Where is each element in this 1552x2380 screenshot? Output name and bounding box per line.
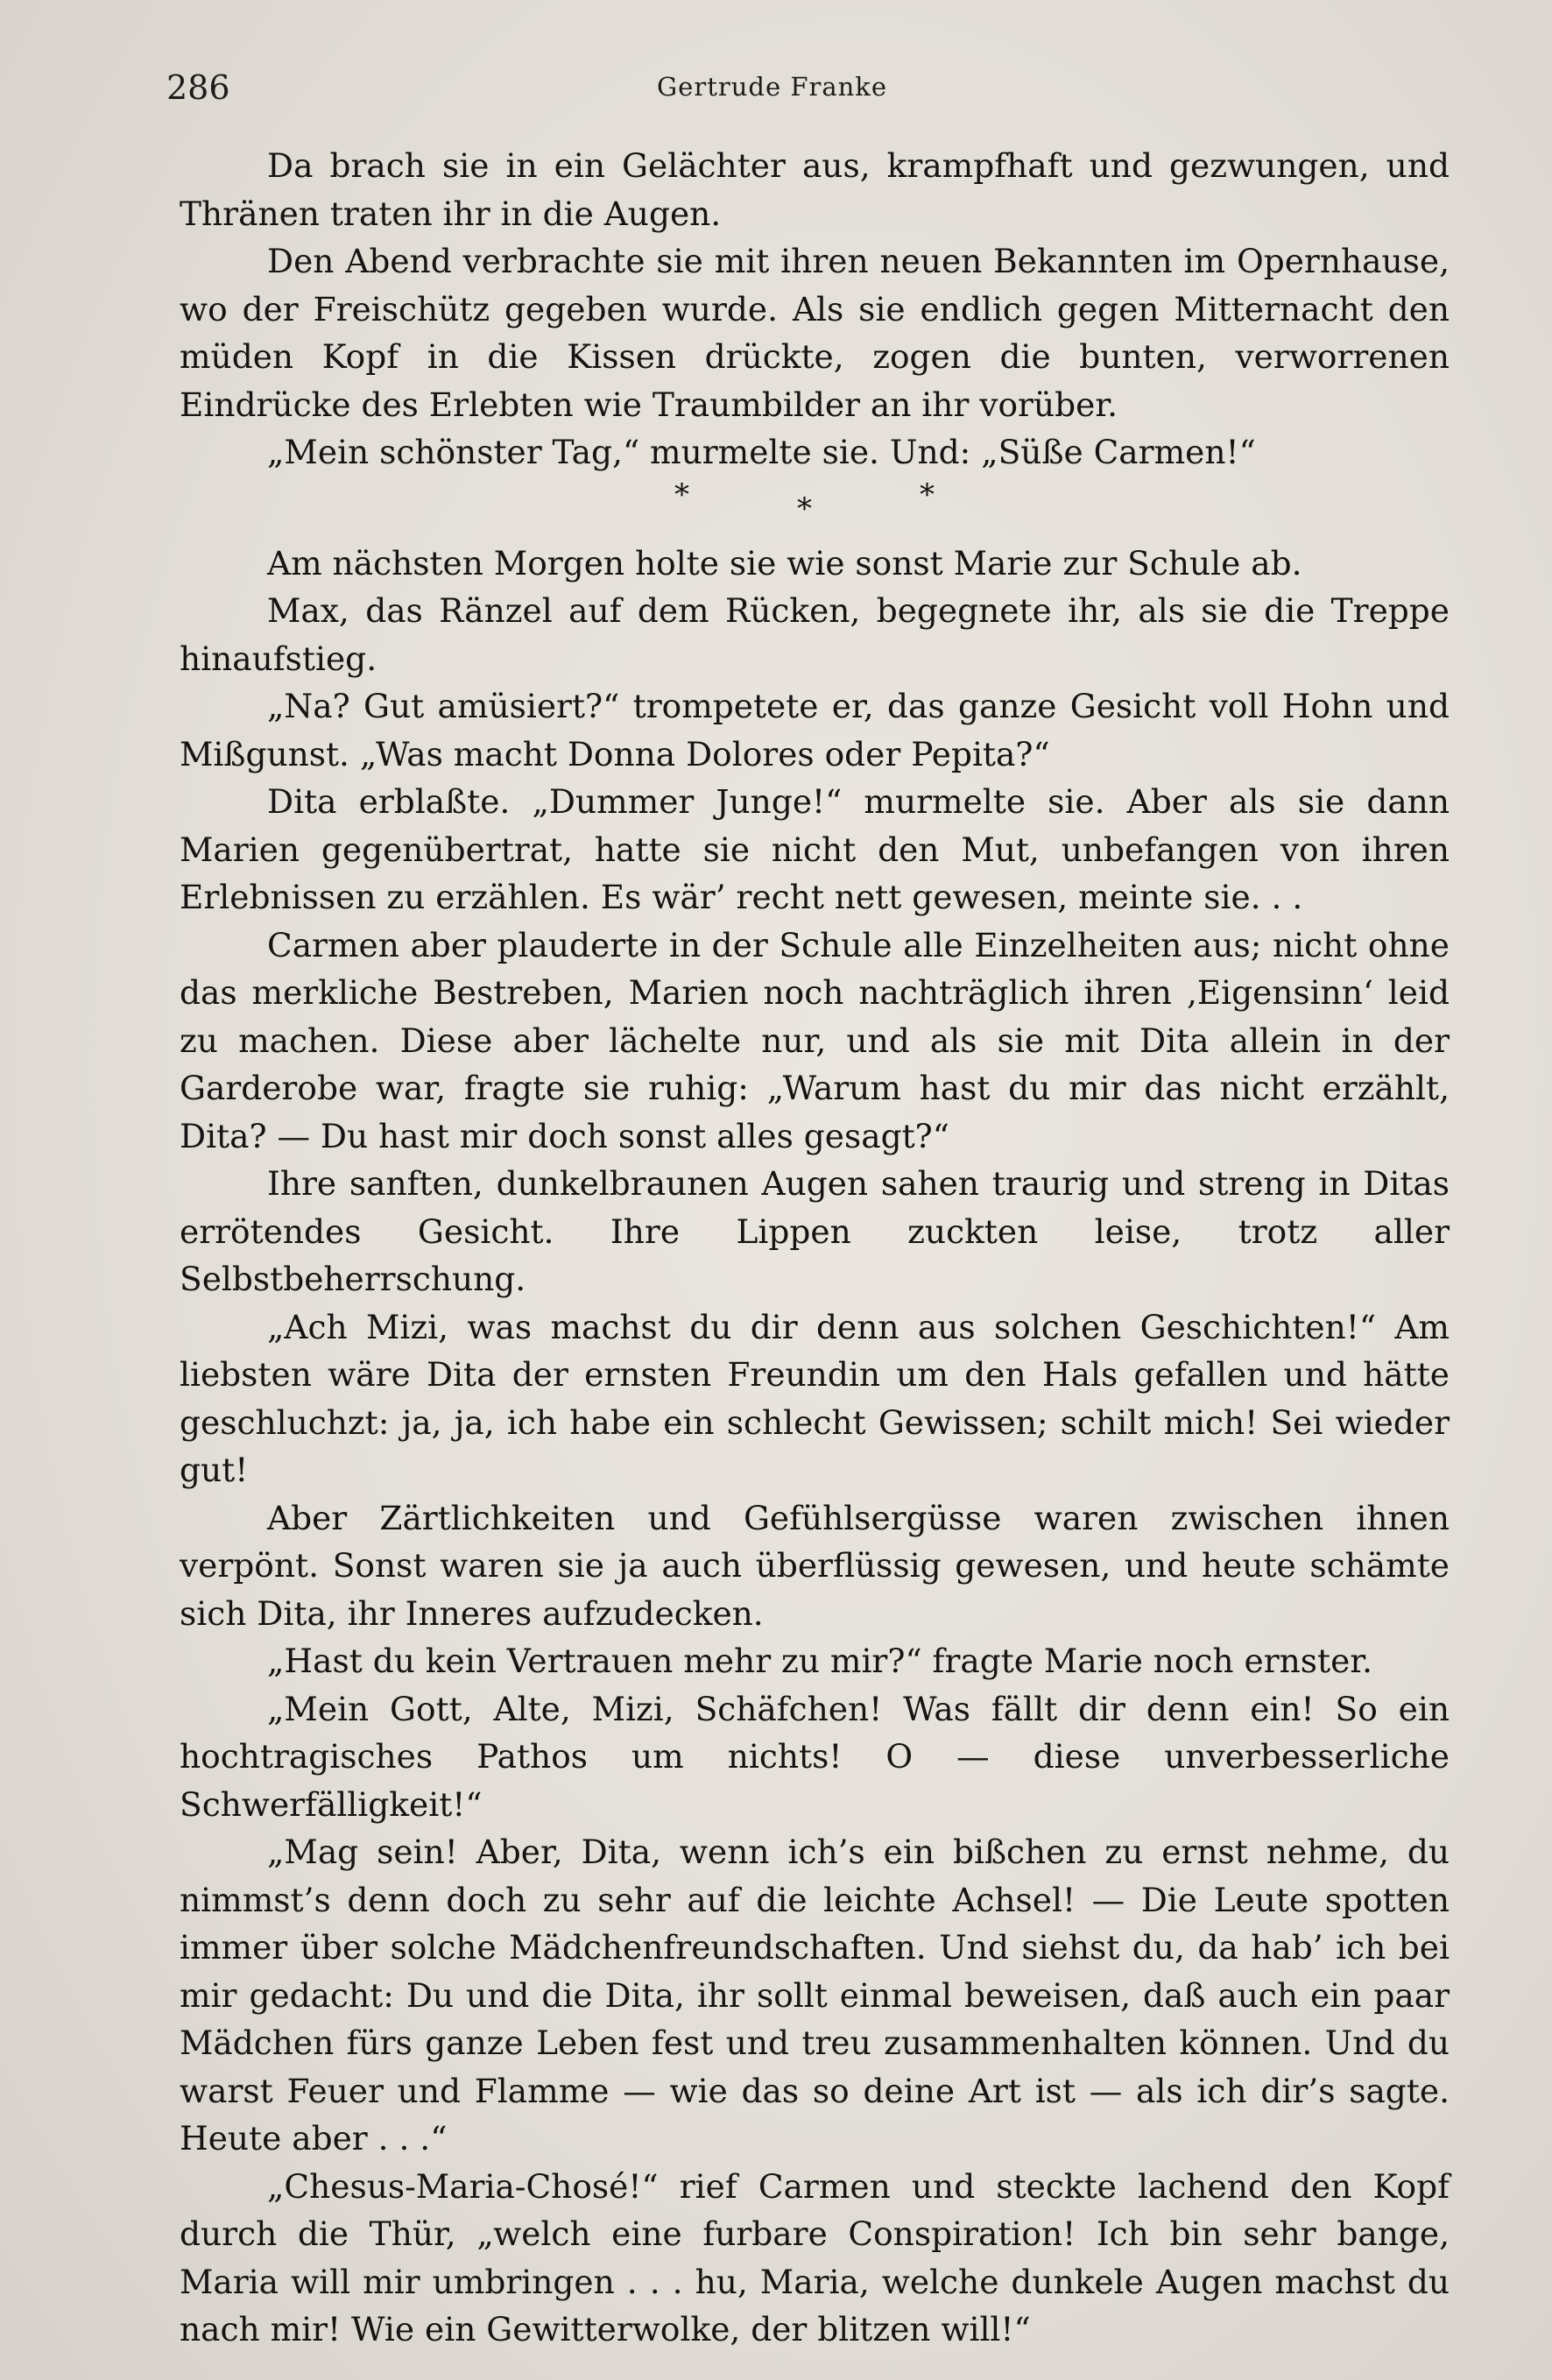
paragraph: „Hast du kein Vertrauen mehr zu mir?“ fragte Marie noch ernster. — [267, 1642, 1372, 1680]
paragraph: „Mein schönster Tag,“ murmelte sie. Und: „Süße Carmen!“ — [267, 433, 1256, 471]
paragraph: Max, das Ränzel auf dem Rücken, begegnete ihr, als sie die Treppe hinaufstieg. — [180, 591, 1450, 678]
paragraph: „Mag sein! Aber, Dita, wenn ich’s ein bißchen zu ernst nehme, du nimmst’s denn doch zu sehr auf die leichte Achsel! — Die Leute spotten immer über solche Mädchenfreundschaften. Und siehst du, da hab’ ich bei mir gedacht: Du und die Dita, ihr sollt einmal beweisen, daß auch ein paar Mädchen fürs ganze Leben fest und treu zusammenhalten können. Und du warst Feuer und Flamme — wie das so deine Art ist — als ich dir’s sagte. Heute aber . . .“ — [180, 1833, 1450, 2158]
paragraph: Ihre sanften, dunkelbraunen Augen sahen traurig und streng in Ditas errötendes Gesicht. Ihre Lippen zuckten leise, trotz aller Selbstbeherrschung. — [180, 1164, 1450, 1298]
asterisk: * — [920, 477, 935, 512]
asterisk: * — [674, 477, 689, 512]
paragraph: Carmen aber plauderte in der Schule alle Einzelheiten aus; nicht ohne das merkliche Bestreben, Marien noch nachträglich ihren ‚Eigensinn‘ leid zu machen. Diese aber lächelte nur, und als sie mit Dita allein in der Garderobe war, fragte sie ruhig: „Warum hast du mir das nicht erzählt, Dita? — Du hast mir doch sonst alles gesagt?“ — [180, 925, 1450, 1155]
paragraph: Den Abend verbrachte sie mit ihren neuen Bekannten im Opernhause, wo der Freischütz gegeben wurde. Als sie endlich gegen Mitternacht den müden Kopf in die Kissen drückte, zogen die bunten, verworrenen Eindrücke des Erlebten wie Traumbilder an ihr vorüber. — [180, 242, 1450, 424]
paragraph: „Mein Gott, Alte, Mizi, Schäfchen! Was fällt dir denn ein! So ein hochtragisches Pathos um nichts! O — diese unverbesserliche Schwerfälligkeit!“ — [180, 1689, 1450, 1824]
asterisk: * — [797, 491, 812, 526]
page-number: 286 — [166, 68, 230, 107]
page-header — [166, 68, 1445, 121]
body-text — [180, 142, 1450, 2354]
paragraph: Am nächsten Morgen holte sie wie sonst Marie zur Schule ab. — [267, 543, 1302, 583]
paragraph: Da brach sie in ein Gelächter aus, krampfhaft und gezwungen, und Thränen traten ihr in die Augen. — [180, 146, 1450, 233]
paragraph: „Chesus-Maria-Chosé!“ rief Carmen und steckte lachend den Kopf durch die Thür, „welch eine furbare Conspiration! Ich bin sehr bange, Maria will mir umbringen . . . hu, Maria, welche dunkele Augen machst du nach mir! Wie ein Gewitterwolke, der blitzen will!“ — [180, 2166, 1450, 2348]
paragraph: „Ach Mizi, was machst du dir denn aus solchen Geschichten!“ Am liebsten wäre Dita der ernsten Freundin um den Hals gefallen und hätte geschluchzt: ja, ja, ich habe ein schlecht Gewissen; schilt mich! Sei wieder gut! — [180, 1307, 1450, 1489]
section-break — [180, 477, 1450, 540]
paragraph: Aber Zärtlichkeiten und Gefühlsergüsse waren zwischen ihnen verpönt. Sonst waren sie ja auch überflüssig gewesen, und heute schämte sich Dita, ihr Inneres aufzudecken. — [180, 1498, 1450, 1633]
paragraph: Dita erblaßte. „Dummer Junge!“ murmelte sie. Aber als sie dann Marien gegenübertrat, hatte sie nicht den Mut, unbefangen von ihren Erlebnissen zu erzählen. Es wär’ recht nett gewesen, meinte sie. . . — [180, 782, 1450, 916]
paragraph: „Na? Gut amüsiert?“ trompetete er, das ganze Gesicht voll Hohn und Mißgunst. „Was macht Donna Dolores oder Pepita?“ — [180, 687, 1450, 773]
running-head: Gertrude Franke — [657, 72, 888, 102]
